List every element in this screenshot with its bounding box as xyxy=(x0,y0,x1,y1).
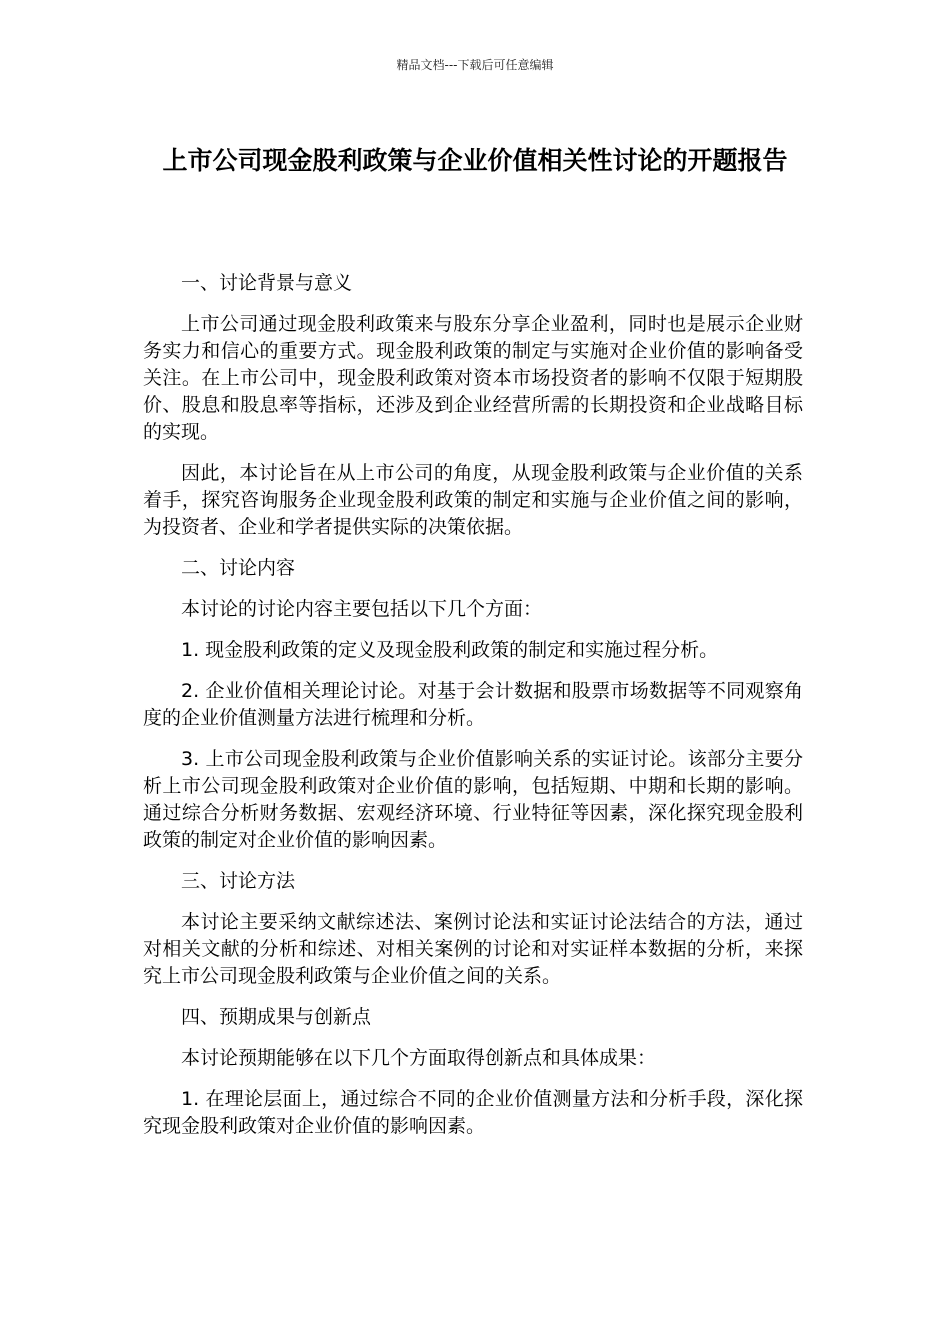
list-item-content-3: 3. 上市公司现金股利政策与企业价值影响关系的实证讨论。该部分主要分析上市公司现金股利政策对企业价值的影响，包括短期、中期和长期的影响。通过综合分析财务数据、宏观经济环境、行业特征等因素，深化探究现金股利政策的制定对企业价值的影响因素。 xyxy=(143,748,803,851)
section-heading-content: 二、讨论内容 xyxy=(181,557,296,579)
header-note: 精品文档---下载后可任意编辑 xyxy=(396,58,554,72)
document-body xyxy=(143,270,803,1154)
paragraph-content-intro: 本讨论的讨论内容主要包括以下几个方面： xyxy=(181,598,543,620)
paragraph-method: 本讨论主要采纳文献综述法、案例讨论法和实证讨论法结合的方法，通过对相关文献的分析和综述、对相关案例的讨论和对实证样本数据的分析，来探究上市公司现金股利政策与企业价值之间的关系。 xyxy=(143,911,803,987)
document-title: 上市公司现金股利政策与企业价值相关性讨论的开题报告 xyxy=(162,146,788,175)
paragraph-outcomes-intro: 本讨论预期能够在以下几个方面取得创新点和具体成果： xyxy=(181,1047,657,1069)
list-item-content-1: 1. 现金股利政策的定义及现金股利政策的制定和实施过程分析。 xyxy=(181,639,719,661)
paragraph-background-1: 上市公司通过现金股利政策来与股东分享企业盈利，同时也是展示企业财务实力和信心的重要方式。现金股利政策的制定与实施对企业价值的影响备受关注。在上市公司中，现金股利政策对资本市场投资者的影响不仅限于短期股价、股息和股息率等指标，还涉及到企业经营所需的长期投资和企业战略目标的实现。 xyxy=(143,313,803,443)
list-item-content-2: 2. 企业价值相关理论讨论。对基于会计数据和股票市场数据等不同观察角度的企业价值测量方法进行梳理和分析。 xyxy=(143,680,803,729)
section-heading-outcomes: 四、预期成果与创新点 xyxy=(181,1006,372,1028)
paragraph-background-2: 因此，本讨论旨在从上市公司的角度，从现金股利政策与企业价值的关系着手，探究咨询服务企业现金股利政策的制定和实施与企业价值之间的影响，为投资者、企业和学者提供实际的决策依据。 xyxy=(143,462,803,538)
section-heading-method: 三、讨论方法 xyxy=(181,870,296,892)
section-heading-background: 一、讨论背景与意义 xyxy=(181,272,353,294)
list-item-outcomes-1: 1. 在理论层面上，通过综合不同的企业价值测量方法和分析手段，深化探究现金股利政策对企业价值的影响因素。 xyxy=(143,1088,803,1137)
